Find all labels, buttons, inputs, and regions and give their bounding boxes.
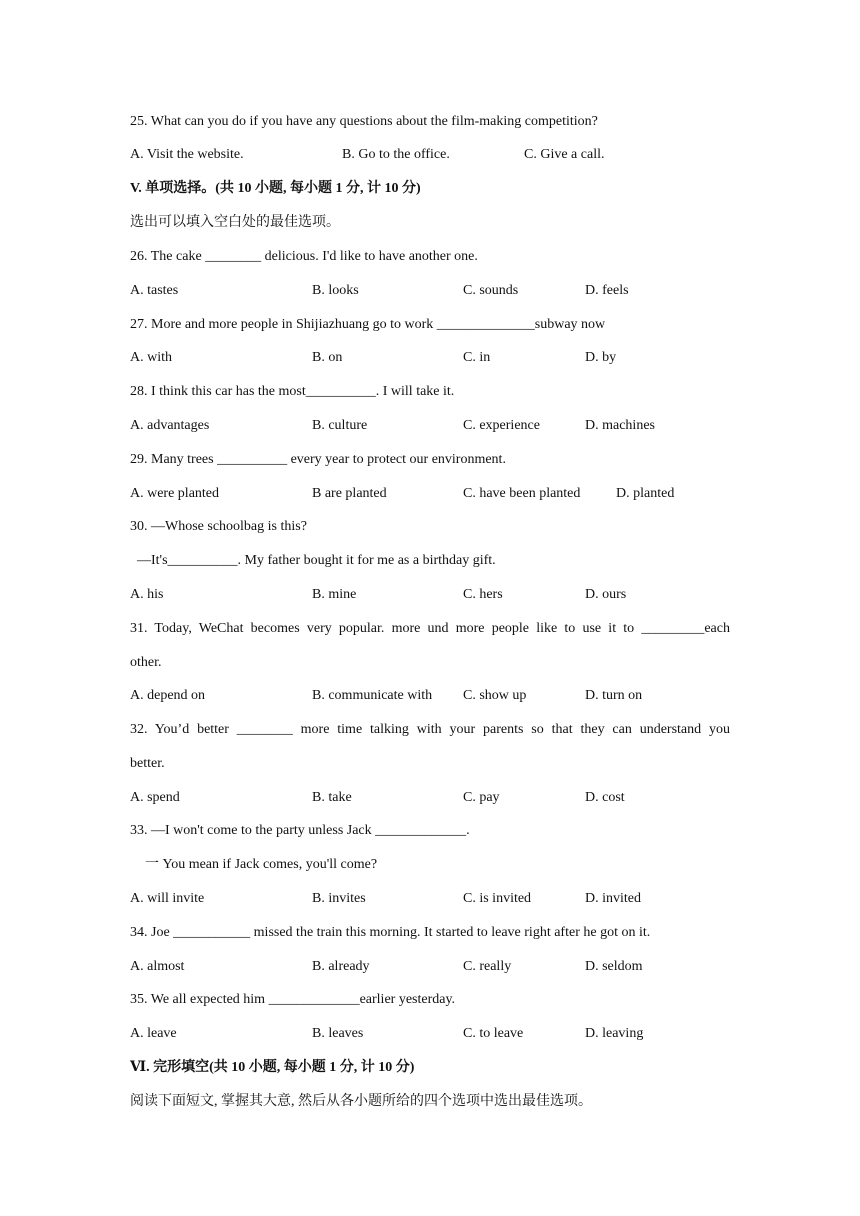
option-d: D. turn on	[585, 688, 643, 703]
option-c: C. hers	[463, 587, 503, 602]
question-25-options	[130, 146, 770, 164]
option-c: C. Give a call.	[524, 147, 605, 162]
option-d: D. invited	[585, 891, 641, 906]
question-32-stem: 32. You’d better ________ more time talking with your parents so that they can understand you	[130, 722, 730, 737]
section-6-title: Ⅵ. 完形填空(共 10 小题, 每小题 1 分, 计 10 分)	[130, 1060, 415, 1075]
option-d: D. machines	[585, 418, 655, 433]
question-26-options	[130, 282, 770, 300]
option-c: C. show up	[463, 688, 527, 703]
option-a: A. leave	[130, 1026, 177, 1041]
question-29-options	[130, 485, 770, 503]
option-b: B. already	[312, 959, 370, 974]
option-b: B. Go to the office.	[342, 147, 450, 162]
option-a: A. tastes	[130, 283, 179, 298]
option-b: B. invites	[312, 891, 366, 906]
option-c: C. really	[463, 959, 512, 974]
option-c: C. is invited	[463, 891, 532, 906]
option-a: A. almost	[130, 959, 185, 974]
option-d: D. ours	[585, 587, 627, 602]
option-b: B. culture	[312, 418, 368, 433]
option-c: C. in	[463, 350, 491, 365]
question-30-reply: —It's__________. My father bought it for me as a birthday gift.	[137, 553, 496, 568]
question-30-stem: 30. —Whose schoolbag is this?	[130, 519, 307, 534]
option-c: C. sounds	[463, 283, 519, 298]
question-34-options	[130, 958, 770, 976]
question-31-options	[130, 687, 770, 705]
question-34-stem: 34. Joe ___________ missed the train this morning. It started to leave right after he got on it.	[130, 925, 651, 940]
question-27-options	[130, 349, 770, 367]
question-28-stem: 28. I think this car has the most__________. I will take it.	[130, 384, 455, 399]
question-30-options	[130, 586, 770, 604]
option-d: D. feels	[585, 283, 629, 298]
option-a: A. were planted	[130, 486, 220, 501]
question-31-stem: 31. Today, WeChat becomes very popular. more und more people like to use it to _________each	[130, 621, 730, 636]
question-33-reply: 一 You mean if Jack comes, you'll come?	[145, 857, 378, 872]
question-28-options	[130, 417, 770, 435]
option-c: C. experience	[463, 418, 540, 433]
question-29-stem: 29. Many trees __________ every year to protect our environment.	[130, 452, 506, 467]
option-a: A. depend on	[130, 688, 206, 703]
option-b: B. on	[312, 350, 343, 365]
question-25-stem: 25. What can you do if you have any questions about the film-making competition?	[130, 114, 598, 129]
question-32-options	[130, 789, 770, 807]
question-27-stem: 27. More and more people in Shijiazhuang go to work ______________subway now	[130, 317, 606, 332]
question-31-stem-continued: other.	[130, 655, 162, 670]
option-d: D. planted	[616, 486, 675, 501]
option-d: D. cost	[585, 790, 625, 805]
option-d: D. leaving	[585, 1026, 644, 1041]
section-5-instruction: 选出可以填入空白处的最佳选项。	[130, 215, 340, 230]
question-33-stem: 33. —I won't come to the party unless Jack _____________.	[130, 823, 470, 838]
option-c: C. to leave	[463, 1026, 524, 1041]
option-c: C. pay	[463, 790, 500, 805]
option-a: A. his	[130, 587, 164, 602]
section-5-title: V. 单项选择。(共 10 小题, 每小题 1 分, 计 10 分)	[130, 181, 421, 196]
question-32-stem-continued: better.	[130, 756, 165, 771]
section-6-instruction: 阅读下面短文, 掌握其大意, 然后从各小题所给的四个选项中选出最佳选项。	[130, 1094, 592, 1109]
option-d: D. by	[585, 350, 617, 365]
option-b: B are planted	[312, 486, 387, 501]
option-b: B. leaves	[312, 1026, 364, 1041]
option-b: B. looks	[312, 283, 359, 298]
question-35-options	[130, 1025, 770, 1043]
option-a: A. advantages	[130, 418, 210, 433]
option-d: D. seldom	[585, 959, 643, 974]
option-b: B. communicate with	[312, 688, 433, 703]
option-a: A. will invite	[130, 891, 205, 906]
option-b: B. mine	[312, 587, 357, 602]
question-33-options	[130, 890, 770, 908]
option-a: A. spend	[130, 790, 180, 805]
question-35-stem: 35. We all expected him _____________earlier yesterday.	[130, 992, 456, 1007]
option-b: B. take	[312, 790, 352, 805]
question-26-stem: 26. The cake ________ delicious. I'd like to have another one.	[130, 249, 478, 264]
option-a: A. with	[130, 350, 172, 365]
option-c: C. have been planted	[463, 486, 581, 501]
option-a: A. Visit the website.	[130, 147, 244, 162]
